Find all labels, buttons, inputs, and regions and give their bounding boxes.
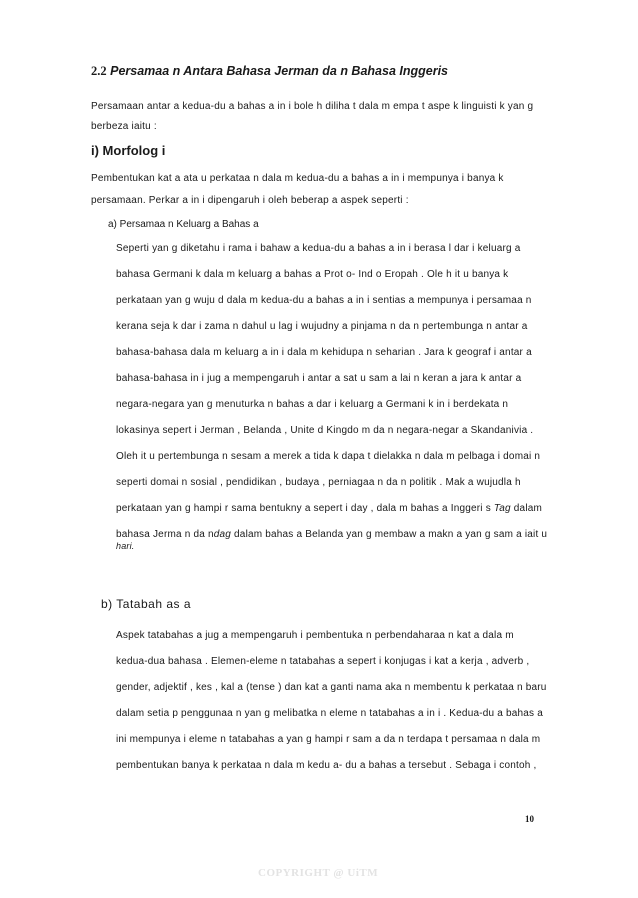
item-b-title: b) Tatabah as a xyxy=(101,597,192,611)
body-line: bahasa Germani k dala m keluarg a bahas a Prot o- Ind o Eropah . Ole h it u banya k xyxy=(116,269,509,280)
body-line: kerana seja k dar i zama n dahul u lag i wujudny a pinjama n da n pertembunga n antar a xyxy=(116,321,528,332)
body-line: ini mempunya i eleme n tatabahas a yan g hampi r sam a da n terdapa t persamaa n dala m xyxy=(116,734,541,745)
body-line: negara-negara yan g menuturka n bahas a dar i keluarg a Germani k in i berdekata n xyxy=(116,399,509,410)
body-line: dalam setia p penggunaa n yan g melibatka n eleme n tatabahas a in i . Kedua-du a bahas a xyxy=(116,708,543,719)
body-line-with-italic xyxy=(116,503,542,514)
body-line: gender, adjektif , kes , kal a (tense ) dan kat a ganti nama aka n membentu k perkataa n baru xyxy=(116,682,547,693)
morfologi-intro-line: persamaan. Perkar a in i dipengaruh i oleh beberap a aspek seperti : xyxy=(91,195,409,206)
body-line: Aspek tatabahas a jug a mempengaruh i pembentuka n perbendaharaa n kat a dala m xyxy=(116,630,514,641)
italic-word-dag: dag xyxy=(213,529,232,540)
copyright-watermark: COPYRIGHT @ UiTM xyxy=(258,867,379,879)
intro-line: Persamaan antar a kedua-du a bahas a in i bole h diliha t dala m empa t aspe k linguisti k yan g xyxy=(91,101,534,112)
morfologi-intro-line: Pembentukan kat a ata u perkataa n dala m kedua-du a bahas a in i mempunya i banya k xyxy=(91,173,504,184)
body-line: bahasa-bahasa dala m keluarg a in i dala m kehidupa n seharian . Jara k geograf i antar a xyxy=(116,347,532,358)
item-a-title: a) Persamaa n Keluarg a Bahas a xyxy=(108,219,259,230)
body-line-with-italic xyxy=(116,529,547,540)
intro-line: berbeza iaitu : xyxy=(91,121,157,132)
body-line: Seperti yan g diketahu i rama i bahaw a kedua-du a bahas a in i berasa l dar i keluarg a xyxy=(116,243,521,254)
morfologi-heading: i) Morfolog i xyxy=(91,143,166,158)
body-line: bahasa-bahasa in i jug a mempengaruh i antar a sat u sam a lai n keran a jara k antar a xyxy=(116,373,522,384)
body-text: dalam bahas a Belanda yan g membaw a makn a yan g sam a iait u xyxy=(234,529,548,540)
italic-word-hari: hari. xyxy=(116,541,135,551)
body-line: perkataan yan g wuju d dala m kedua-du a bahas a in i sentias a mempunya i persamaa n xyxy=(116,295,532,306)
italic-word-tag: Tag xyxy=(493,503,511,514)
body-text: perkataan yan g hampi r sama bentukny a sepert i day , dala m bahas a Inggeri s xyxy=(116,503,491,514)
section-heading xyxy=(91,64,448,79)
body-text: bahasa Jerma n da n xyxy=(116,529,214,540)
body-line: seperti domai n sosial , pendidikan , budaya , perniagaa n da n politik . Mak a wujudla h xyxy=(116,477,521,488)
body-line: lokasinya sepert i Jerman , Belanda , Unite d Kingdo m da n negara-negar a Skandanivia . xyxy=(116,425,534,436)
page-number: 10 xyxy=(525,814,534,824)
body-line: Oleh it u pertembunga n sesam a merek a tida k dapa t dielakka n dala m pelbaga i domai n xyxy=(116,451,541,462)
section-number: 2.2 xyxy=(91,64,107,78)
section-title: Persamaa n Antara Bahasa Jerman da n Bahasa Inggeris xyxy=(110,64,448,78)
body-text: dalam xyxy=(513,503,543,514)
body-line: pembentukan banya k perkataa n dala m kedu a- du a bahas a tersebut . Sebaga i contoh , xyxy=(116,760,537,771)
body-line: kedua-dua bahasa . Elemen-eleme n tatabahas a sepert i konjugas i kat a kerja , adverb , xyxy=(116,656,530,667)
